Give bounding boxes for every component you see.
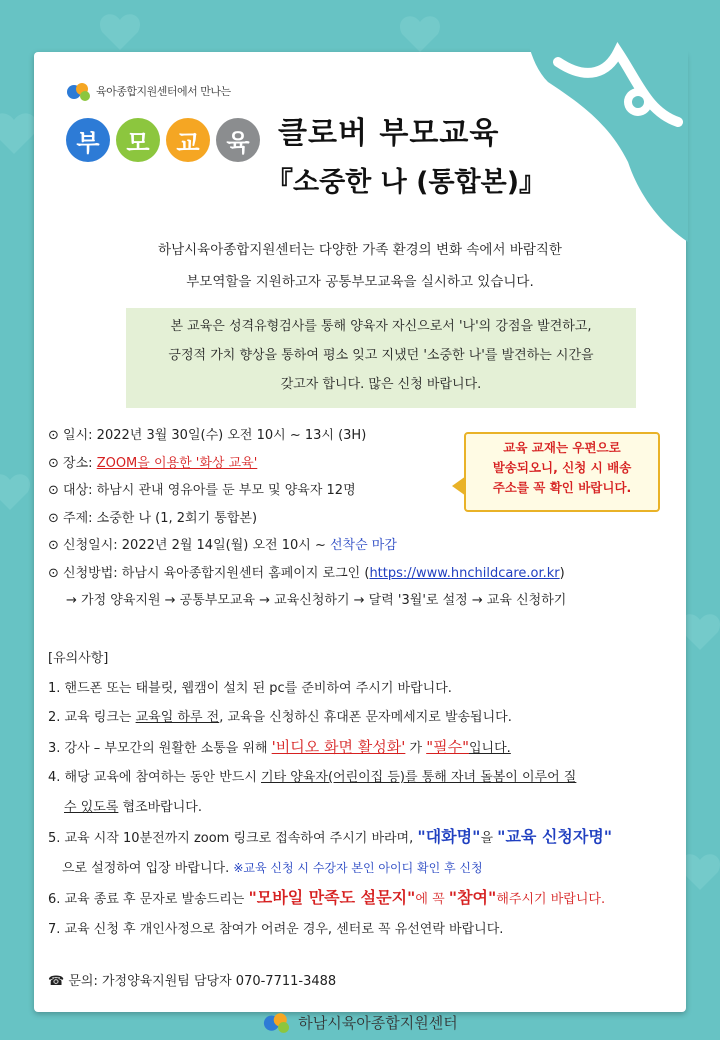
page-title: 클로버 부모교육 [278, 116, 500, 151]
parent-education-badges [66, 118, 260, 162]
apply-path: → 가정 양육지원 → 공통부모교육 → 교육신청하기 → 달력 '3월'로 설정 → 교육 신청하기 [66, 593, 567, 608]
intro-line-2: 부모역할을 지원하고자 공통부모교육을 실시하고 있습니다. [186, 274, 534, 290]
description-line-3: 갖고자 합니다. 많은 신청 바랍니다. [280, 377, 482, 392]
note-5: 5. 교육 시작 10분전까지 zoom 링크로 접속하여 주시기 바라며, "대화명"을 "교육 신청자명" [48, 827, 613, 846]
page-subtitle: 『소중한 나 (통합본)』 [266, 167, 547, 198]
intro-line-1: 하남시육아종합지원센터는 다양한 가족 환경의 변화 속에서 바람직한 [158, 242, 562, 258]
note-6: 6. 교육 종료 후 문자로 발송드리는 "모바일 만족도 설문지"에 꼭 "참여"해주시기 바랍니다. [48, 888, 606, 907]
note-3: 3. 강사 – 부모간의 원활한 소통을 위해 '비디오 화면 활성화' 가 "필수"입니다. [48, 737, 511, 756]
footer-org-name: 하남시육아종합지원센터 [298, 1013, 458, 1032]
place-value: ZOOM을 이용한 '화상 교육' [96, 455, 258, 471]
clover-logo-icon [262, 1010, 292, 1034]
note-4-cont: 수 있도록 협조바랍니다. [64, 799, 202, 815]
detail-apply-method: ⊙ 신청방법: 하남시 육아종합지원센터 홈페이지 로그인 (https://www.hnchildcare.or.kr) [48, 565, 565, 581]
description-line-1: 본 교육은 성격유형검사를 통해 양육자 자신으로서 '나'의 강점을 발견하고, [170, 319, 592, 334]
footer-logo [0, 1010, 720, 1034]
detail-apply-date: ⊙ 신청일시: 2022년 2월 14일(월) 오전 10시 ~ 선착순 마감 [48, 538, 397, 553]
description-line-2: 긍정적 가치 향상을 통하여 평소 잊고 지냈던 '소중한 나'를 발견하는 시간을 [168, 348, 594, 363]
badge-bu: 부 [66, 118, 110, 162]
page-curl-decoration [488, 42, 688, 262]
notes-section [48, 644, 678, 944]
detail-target: ⊙ 대상: 하남시 관내 영유아를 둔 부모 및 양육자 12명 [48, 483, 356, 498]
org-tagline: 육아종합지원센터에서 만나는 [96, 85, 231, 98]
clover-logo-icon [66, 80, 92, 102]
intro-text [34, 234, 686, 298]
note-4: 4. 해당 교육에 참여하는 동안 반드시 기타 양육자(어린이집 등)를 통해 자녀 돌봄이 이루어 질 [48, 770, 577, 785]
description-box [126, 308, 636, 408]
contact-info: ☎ 문의: 가정양육지원팀 담당자 070-7711-3488 [48, 974, 337, 989]
notes-heading: [유의사항] [48, 651, 109, 666]
callout-line-3: 주소를 꼭 확인 바랍니다. [492, 480, 632, 495]
detail-date: ⊙ 일시: 2022년 3월 30일(수) 오전 10시 ~ 13시 (3H) [48, 428, 367, 443]
note-5-cont: 으로 설정하여 입장 바랍니다. ※교육 신청 시 수강자 본인 아이디 확인 후 신청 [62, 860, 483, 876]
detail-place: ⊙ 장소: ZOOM을 이용한 '화상 교육' [48, 455, 258, 471]
homepage-link[interactable]: https://www.hnchildcare.or.kr [369, 565, 560, 581]
detail-topic: ⊙ 주제: 소중한 나 (1, 2회기 통합본) [48, 510, 258, 526]
badge-yuk: 육 [216, 118, 260, 162]
badge-gyo: 교 [166, 118, 210, 162]
org-logo [66, 80, 231, 102]
callout-line-2: 발송되오니, 신청 시 배송 [492, 460, 632, 475]
mail-notice-callout [464, 432, 660, 512]
note-7: 7. 교육 신청 후 개인사정으로 참여가 어려운 경우, 센터로 꼭 유선연락 바랍니다. [48, 921, 504, 937]
first-come-note: 선착순 마감 [329, 538, 397, 553]
callout-line-1: 교육 교재는 우편으로 [503, 440, 621, 455]
flyer-paper [34, 52, 686, 1012]
note-2: 2. 교육 링크는 교육일 하루 전, 교육을 신청하신 휴대폰 문자메세지로 발송됩니다. [48, 710, 512, 725]
note-1: 1. 핸드폰 또는 태블릿, 웹캠이 설치 된 pc를 준비하여 주시기 바랍니다. [48, 680, 452, 696]
badge-mo: 모 [116, 118, 160, 162]
